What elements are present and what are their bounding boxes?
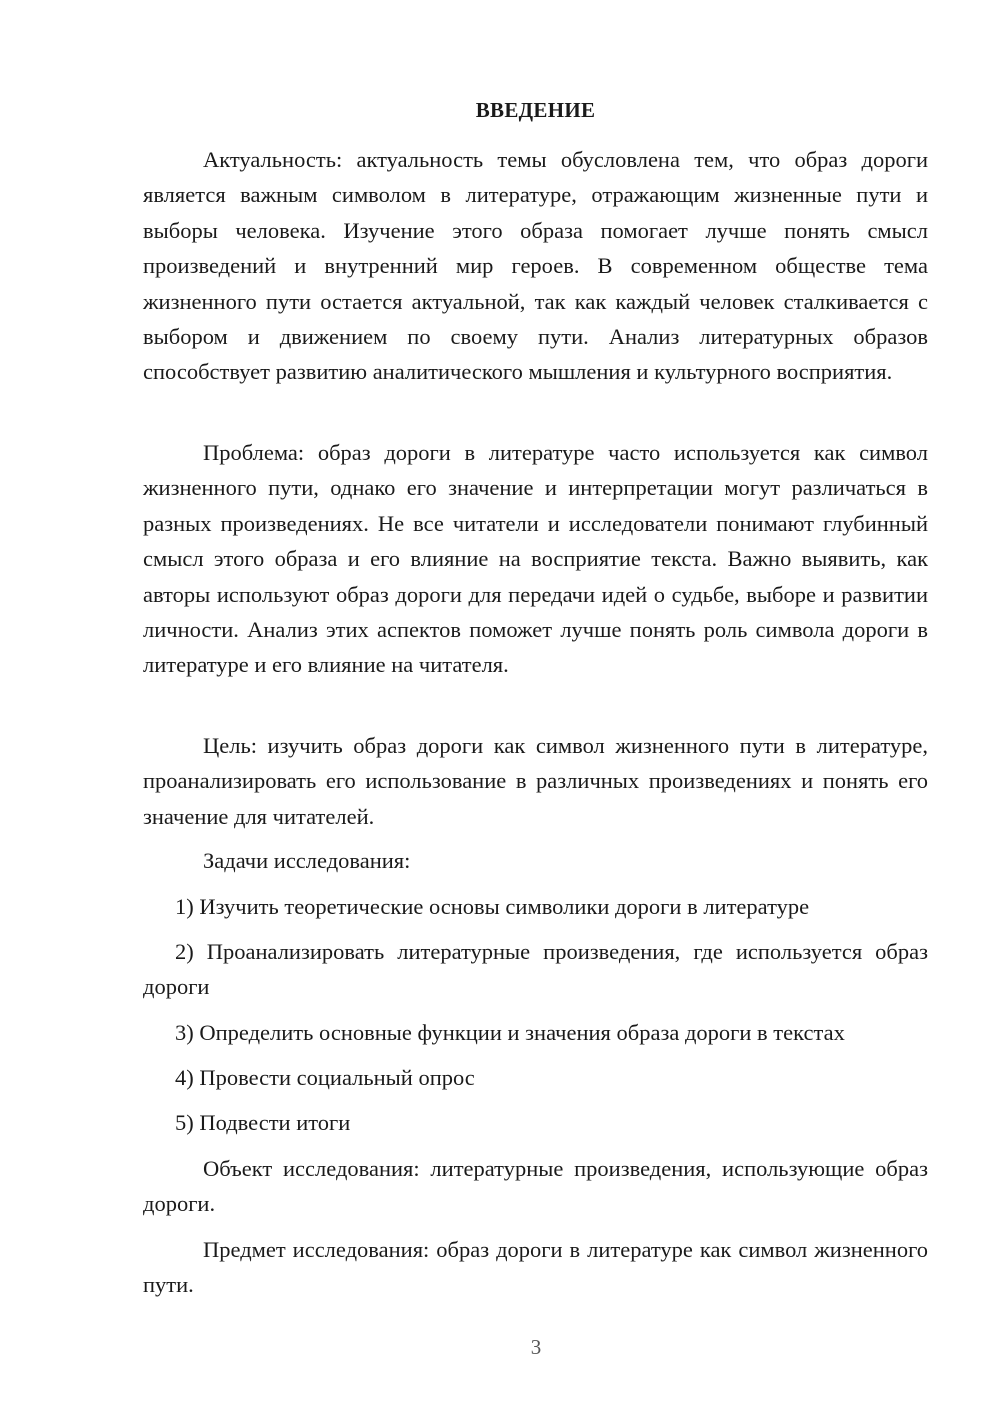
subject-paragraph: Предмет исследования: образ дороги в литературе как символ жизненного пути. [143,1237,928,1298]
task-item-2: 2) Проанализировать литературные произведения, где используется образ дороги [143,939,928,1000]
task-item-4: 4) Провести социальный опрос [175,1065,475,1090]
problem-paragraph: Проблема: образ дороги в литературе часто используется как символ жизненного пути, однако его значение и интерпретации могут различаться в разных произведениях. Не все читатели и исследователи понимают глубинный смысл этого образа и его влияние на восприятие текста. Важно выявить, как авторы используют образ дороги для передачи идей о судьбе, выборе и развитии личности. Анализ этих аспектов поможет лучше понять роль символа дороги в литературе и его влияние на читателя. [143,440,928,678]
task-item-5: 5) Подвести итоги [175,1110,351,1135]
page-number: 3 [530,1335,542,1359]
tasks-heading: Задачи исследования: [203,848,411,873]
goal-paragraph: Цель: изучить образ дороги как символ жизненного пути в литературе, проанализировать его использование в различных произведениях и понять его значение для читателей. [143,733,928,829]
object-paragraph: Объект исследования: литературные произведения, использующие образ дороги. [143,1156,928,1217]
section-heading: ВВЕДЕНИЕ [475,98,596,122]
relevance-paragraph: Актуальность: актуальность темы обусловлена тем, что образ дороги является важным символом в литературе, отражающим жизненные пути и выборы человека. Изучение этого образа помогает лучше понять смысл произведений и внутренний мир героев. В современном обществе тема жизненного пути остается актуальной, так как каждый человек сталкивается с выбором и движением по своему пути. Анализ литературных образов способствует развитию аналитического мышления и культурного восприятия. [143,147,928,385]
task-item-3: 3) Определить основные функции и значения образа дороги в текстах [175,1020,845,1045]
task-item-1: 1) Изучить теоретические основы символики дороги в литературе [175,894,810,919]
